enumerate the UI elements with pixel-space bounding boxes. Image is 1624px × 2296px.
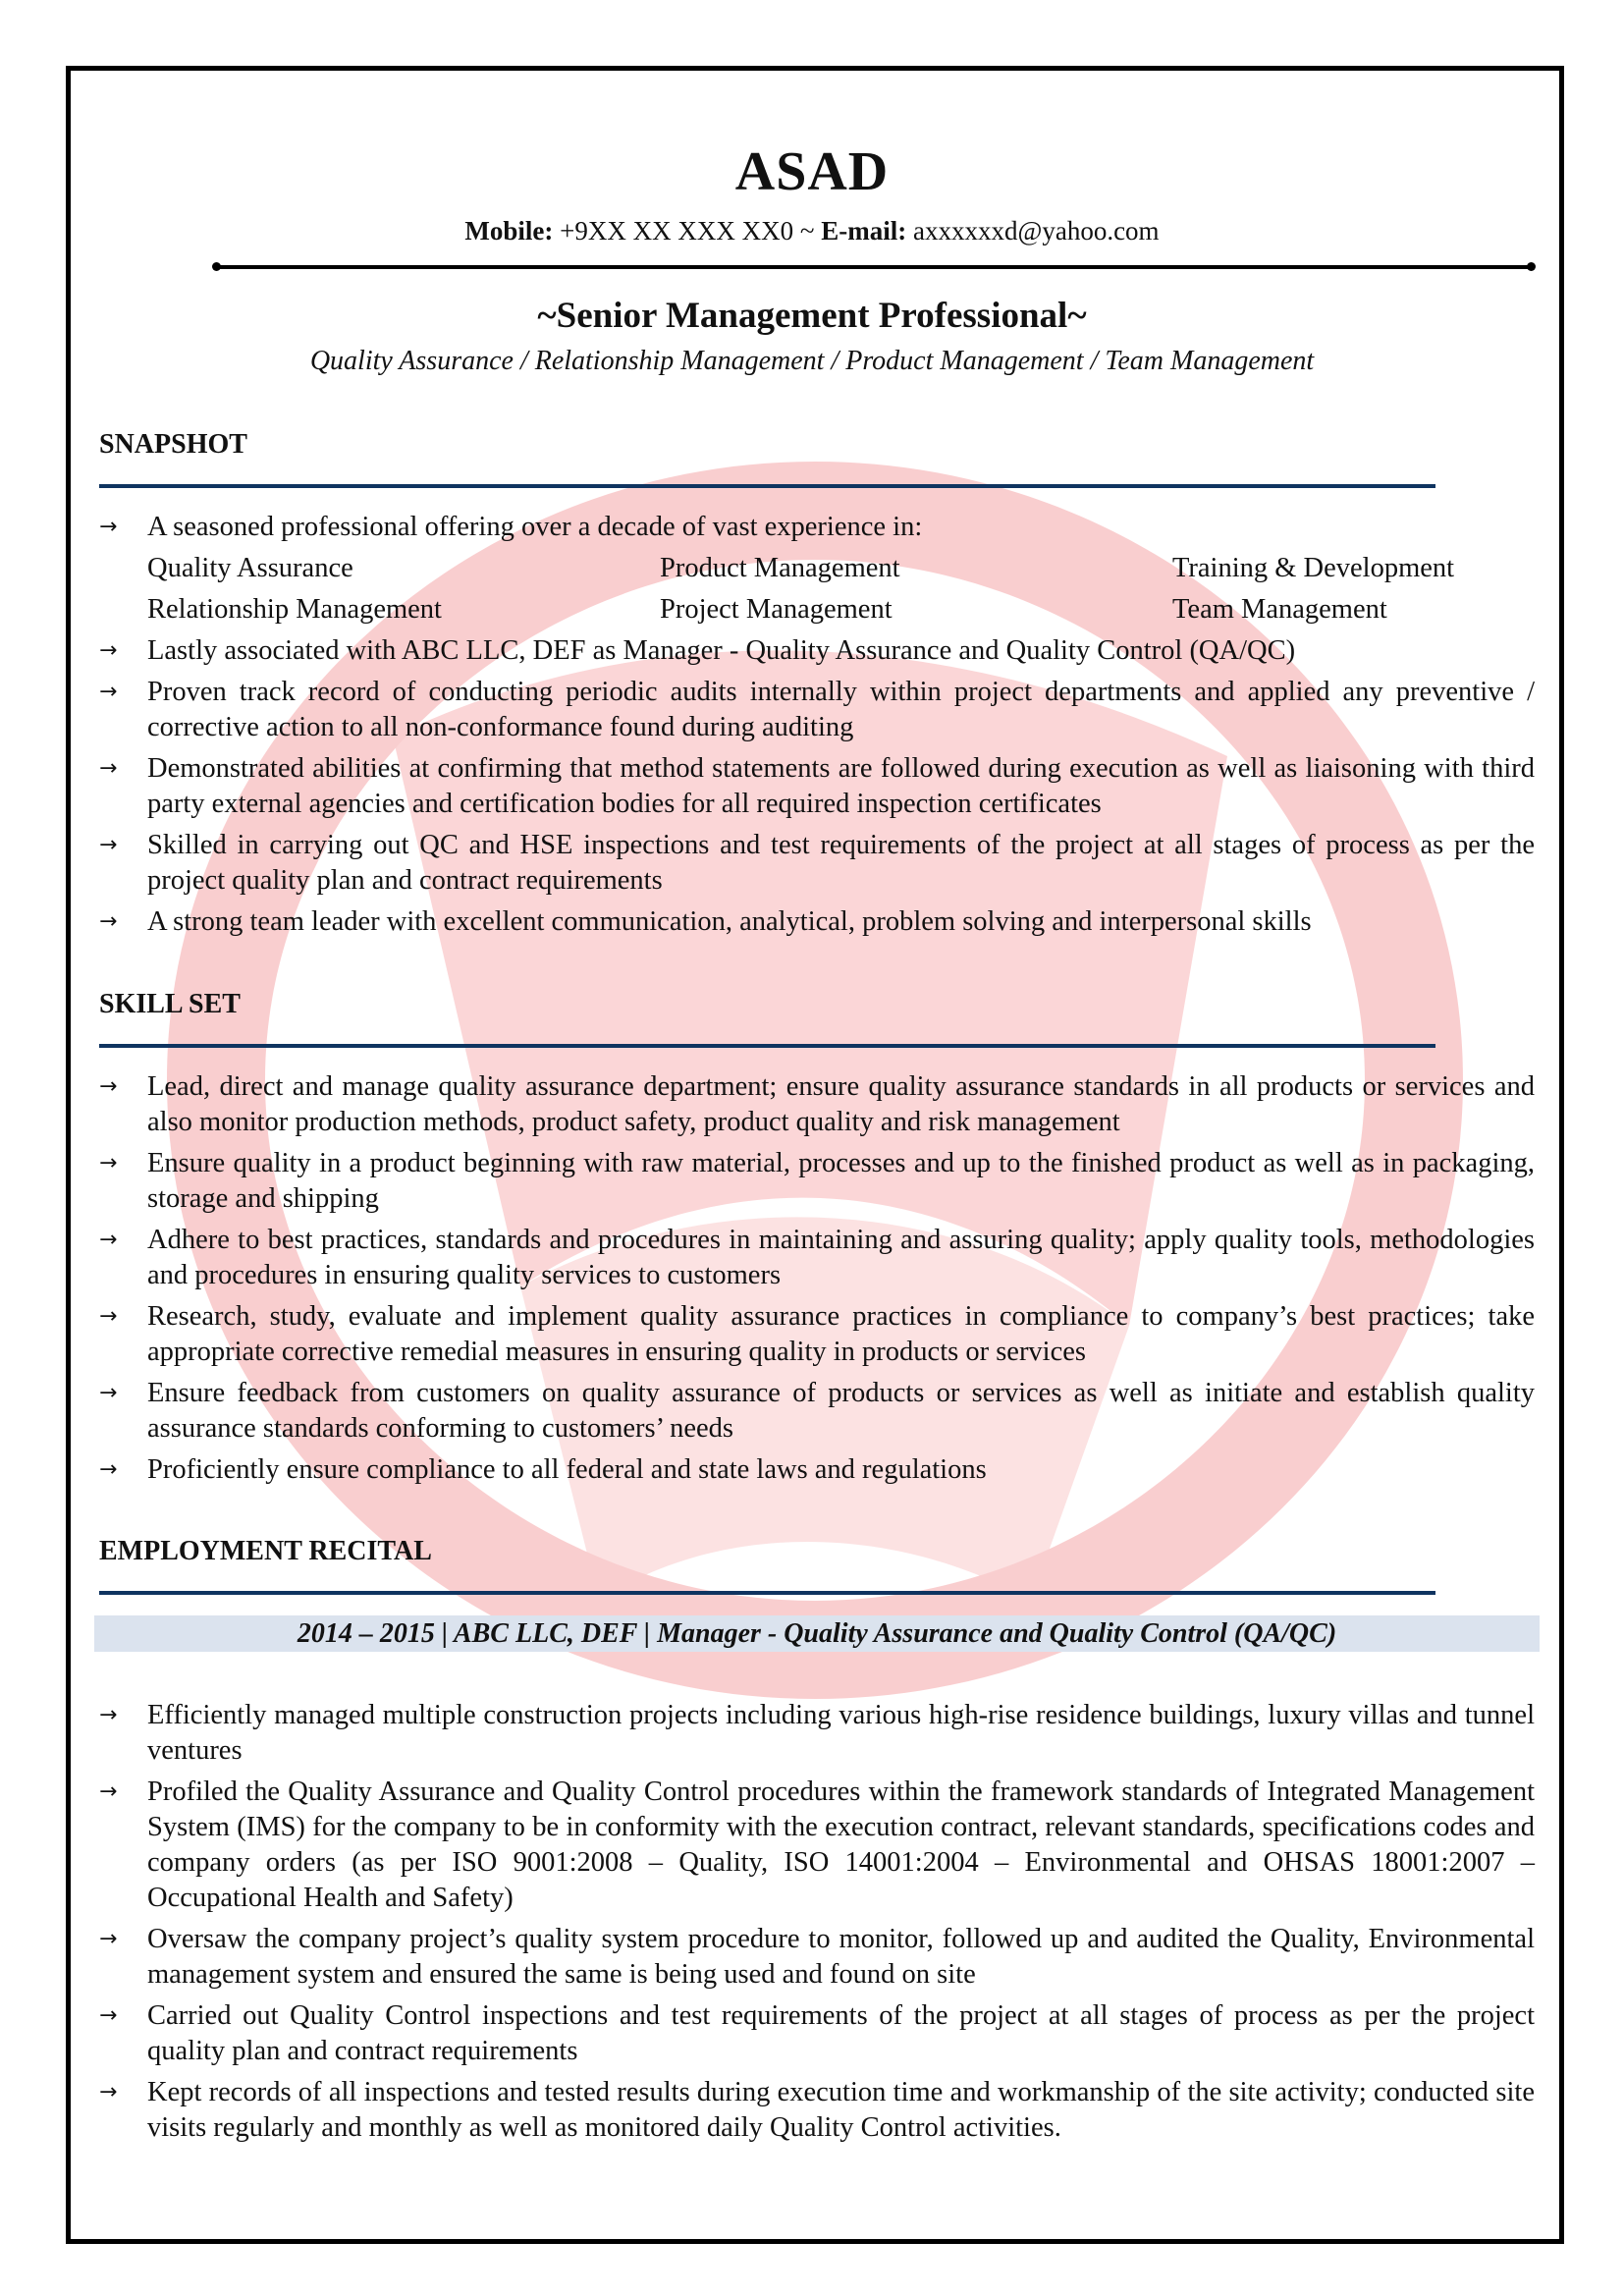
contact-separator: ~: [799, 216, 815, 246]
arrow-right-icon: →: [99, 1703, 118, 1727]
arrow-right-icon: →: [99, 756, 118, 781]
subtitle: Quality Assurance / Relationship Management / Product Management / Team Management: [309, 346, 1315, 376]
list-item: → Lead, direct and manage quality assurance department; ensure quality assurance standards in all products or services and also monitor production methods, product safety, product quality and risk management: [99, 1071, 1535, 1137]
arrow-right-icon: →: [99, 1074, 118, 1099]
area-item: Training & Development: [1172, 553, 1455, 583]
list-item: → A strong team leader with excellent communication, analytical, problem solving and interpersonal skills: [99, 904, 1535, 940]
arrow-right-icon: →: [99, 2003, 118, 2028]
header-divider: [216, 265, 1532, 269]
snapshot-list: [99, 510, 1535, 545]
job-heading: 2014 – 2015 | ABC LLC, DEF | Manager - Quality Assurance and Quality Control (QA/QC): [94, 1615, 1540, 1652]
list-item: → Demonstrated abilities at confirming that method statements are followed during execution as well as liaisoning with third party external agencies and certification bodies for all required inspection certificates: [99, 753, 1535, 819]
section-rule-skills: [99, 1044, 1435, 1048]
candidate-name: ASAD: [734, 141, 890, 202]
section-title-skills: SKILL SET: [99, 989, 241, 1019]
arrow-right-icon: →: [99, 1779, 118, 1804]
list-item: → Oversaw the company project’s quality system procedure to monitor, followed up and audited the Quality, Environmental management system and ensured the same is being used and found on site: [99, 1924, 1535, 1990]
section-title-employment: EMPLOYMENT RECITAL: [99, 1536, 432, 1566]
arrow-right-icon: →: [99, 1228, 118, 1252]
arrow-right-icon: →: [99, 833, 118, 857]
snapshot-bullets: [99, 633, 1535, 946]
arrow-right-icon: →: [99, 1381, 118, 1405]
arrow-right-icon: →: [99, 1151, 118, 1175]
list-item: → Profiled the Quality Assurance and Quality Control procedures within the framework standards of Integrated Management System (IMS) for the company to be in conformity with the execution contract, relevant standards, specifications codes and company orders (as per ISO 9001:2008 – Quality, ISO 14001:2004 – Environmental and OHSAS 18001:2007 – Occupational Health and Safety): [99, 1777, 1535, 1913]
experience-areas-grid: [99, 548, 1583, 630]
arrow-right-icon: →: [99, 638, 118, 663]
arrow-right-icon: →: [99, 680, 118, 704]
arrow-right-icon: →: [99, 1304, 118, 1329]
contact-line: [0, 216, 1624, 246]
arrow-right-icon: →: [99, 1457, 118, 1482]
area-item: Quality Assurance: [147, 553, 353, 583]
skills-list: [99, 1069, 1535, 1494]
arrow-right-icon: →: [99, 909, 118, 934]
employment-list: [99, 1698, 1535, 2152]
arrow-right-icon: →: [99, 1927, 118, 1951]
email-value[interactable]: axxxxxxd@yahoo.com: [912, 216, 1160, 246]
list-item: → Lastly associated with ABC LLC, DEF as Manager - Quality Assurance and Quality Control (QA/QC): [99, 633, 1535, 669]
list-item: → Skilled in carrying out QC and HSE inspections and test requirements of the project at all stages of process as per the project quality plan and contract requirements: [99, 830, 1535, 896]
arrow-right-icon: →: [99, 515, 118, 539]
list-item: → Ensure quality in a product beginning with raw material, processes and up to the finished product as well as in packaging, storage and shipping: [99, 1148, 1535, 1214]
list-item: → Proven track record of conducting periodic audits internally within project departments and applied any preventive / corrective action to all non-conformance found during auditing: [99, 677, 1535, 742]
list-item: → Efficiently managed multiple construction projects including various high-rise residence buildings, luxury villas and tunnel ventures: [99, 1700, 1535, 1766]
area-item: Product Management: [660, 553, 900, 583]
list-item: → Ensure feedback from customers on quality assurance of products or services as well as initiate and establish quality assurance standards conforming to customers’ needs: [99, 1378, 1535, 1444]
section-rule-snapshot: [99, 484, 1435, 488]
section-rule-employment: [99, 1591, 1435, 1595]
list-item: → A seasoned professional offering over a decade of vast experience in:: [99, 510, 1535, 545]
arrow-right-icon: →: [99, 2080, 118, 2105]
area-item: Relationship Management: [147, 594, 442, 625]
list-item: → Proficiently ensure compliance to all federal and state laws and regulations: [99, 1452, 1535, 1488]
list-item: → Adhere to best practices, standards and procedures in maintaining and assuring quality; apply quality tools, methodologies and procedures in ensuring quality services to customers: [99, 1225, 1535, 1290]
section-title-snapshot: SNAPSHOT: [99, 429, 247, 460]
area-item: Team Management: [1172, 594, 1387, 625]
email-label: E-mail:: [821, 216, 907, 246]
area-item: Project Management: [660, 594, 893, 625]
mobile-label: Mobile:: [464, 216, 554, 246]
headline: ~Senior Management Professional~: [537, 296, 1087, 336]
list-item: → Kept records of all inspections and tested results during execution time and workmanship of the site activity; conducted site visits regularly and monthly as well as monitored daily Quality Control activities.: [99, 2077, 1535, 2143]
list-item: → Research, study, evaluate and implement quality assurance practices in compliance to company’s best practices; take appropriate corrective remedial measures in ensuring quality in products or services: [99, 1301, 1535, 1367]
list-item: → Carried out Quality Control inspections and test requirements of the project at all stages of process as per the project quality plan and contract requirements: [99, 2000, 1535, 2066]
mobile-value: +9XX XX XXX XX0: [560, 216, 794, 246]
